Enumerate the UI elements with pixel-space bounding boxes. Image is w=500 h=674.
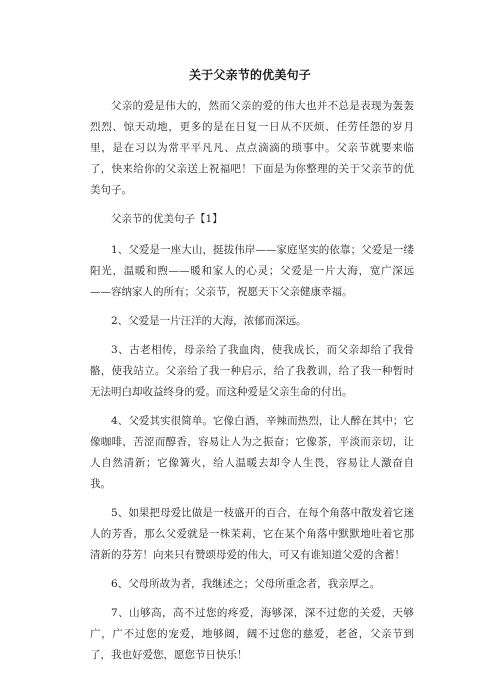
list-item: 4、父爱其实很简单。它像白酒，辛辣而热烈，让人醉在其中；它像咖啡，苦涩而醇香，容易让人为之振奋；它像茶，平淡而亲切，让人自然清新；它像篝火，给人温暖去却令人生畏，容易让人激奋自我。 — [90, 415, 414, 490]
intro-paragraph: 父亲的爱是伟大的，然而父亲的爱的伟大也并不总是表现为轰轰烈烈、惊天动地，更多的是在日复一日从不厌烦、任劳任怨的岁月里，是在习以为常平平凡凡、点点滴滴的琐事中。父亲节就要来临了，快来给你的父亲送上祝福吧！下面是为你整理的关于父亲节的优美句子。 — [90, 100, 414, 196]
list-item: 7、山够高，高不过您的疼爱，海够深，深不过您的关爱，天够广，广不过您的宠爱，地够阔，阔不过您的慈爱，老爸，父亲节到了，我也好爱您，愿您节日快乐！ — [90, 607, 414, 661]
section-heading: 父亲节的优美句子【1】 — [111, 213, 223, 225]
document-title: 关于父亲节的优美句子 — [188, 68, 311, 82]
list-item: 2、父爱是一片汪洋的大海，浓郁而深远。 — [111, 315, 307, 327]
list-item: 6、父母所故为者，我继述之；父母所重念者，我亲厚之。 — [111, 578, 381, 590]
list-item: 1、父爱是一座大山，挺拔伟岸——家庭坚实的依靠；父爱是一缕阳光，温暖和煦——暖和家人的心灵；父爱是一片大海，宽广深远——容纳家人的所有；父亲节，祝愿天下父亲健康幸福。 — [90, 244, 414, 298]
list-item: 3、古老相传，母亲给了我血肉，使我成长，而父亲却给了我骨骼，使我站立。父亲给了我一种启示，给了我教训，给了我一种暂时无法明白却收益终身的爱。而这种爱是父亲生命的付出。 — [90, 344, 414, 398]
list-item: 5、如果把母爱比做是一枝盛开的百合，在每个角落中散发着它迷人的芳香，那么父爱就是一株茉莉，它在某个角落中默默地吐着它那清新的芬芳！向来只有赞颂母爱的伟大，可又有谁知道父爱的含蓄！ — [90, 507, 414, 561]
document-body — [90, 96, 414, 674]
